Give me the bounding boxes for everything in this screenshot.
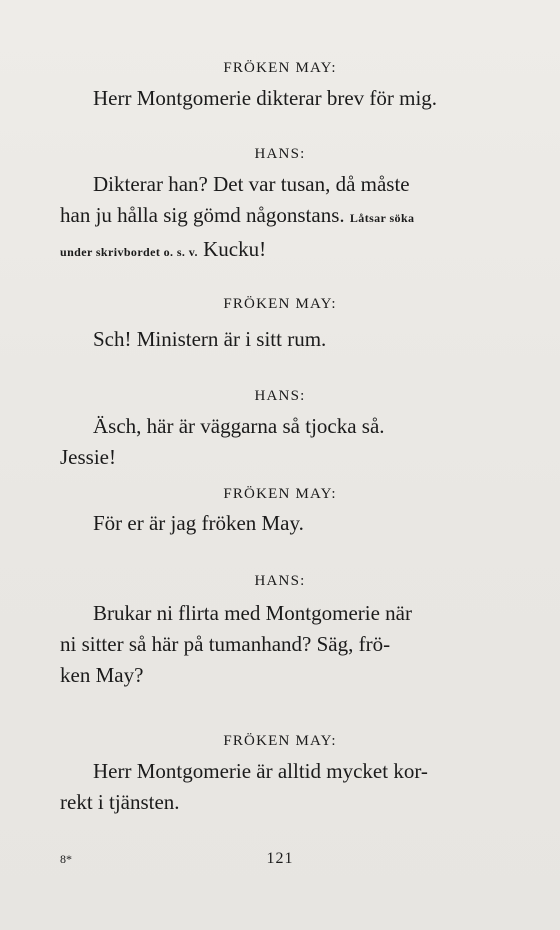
dialogue-line: [60, 169, 498, 268]
stage-direction: Låtsar söka: [349, 211, 415, 225]
speaker-name: FRÖKEN MAY:: [223, 733, 337, 749]
signature-mark: 8*: [60, 852, 72, 866]
stage-direction: under skrivbordet o. s. v.: [60, 245, 198, 259]
line-text: Herr Montgomerie är alltid mycket kor-: [93, 759, 428, 783]
line-text: Brukar ni flirta med Montgomerie när: [93, 601, 412, 625]
speaker-name: HANS:: [254, 573, 306, 589]
dialogue-line: [60, 756, 498, 818]
dialogue-line: [60, 324, 498, 355]
line-text: [60, 200, 498, 234]
speaker-name: FRÖKEN MAY:: [223, 296, 337, 312]
speaker-name: FRÖKEN MAY:: [223, 486, 337, 502]
speaker-name: HANS:: [254, 388, 306, 404]
dialogue-line: [60, 508, 498, 539]
dialogue-line: [60, 598, 498, 691]
speaker-name: HANS:: [254, 146, 306, 162]
line-text: För er är jag fröken May.: [93, 511, 304, 535]
line-text: rekt i tjänsten.: [60, 790, 180, 814]
line-text: Äsch, här är väggarna så tjocka så.: [93, 414, 385, 438]
dialogue-line: [60, 411, 498, 473]
line-text: Dikterar han? Det var tusan, då måste: [93, 172, 410, 196]
line-text: [60, 234, 498, 268]
page-number: 121: [266, 850, 294, 867]
line-text: ken May?: [60, 663, 144, 687]
dialogue-line: [60, 83, 498, 114]
line-text: ni sitter så här på tumanhand? Säg, frö-: [60, 632, 391, 656]
line-text: Herr Montgomerie dikterar brev för mig.: [93, 86, 438, 110]
line-text: Jessie!: [60, 445, 116, 469]
line-text-segment: Kucku!: [203, 237, 267, 261]
line-text-segment: han ju hålla sig gömd någonstans.: [60, 203, 345, 227]
speaker-name: FRÖKEN MAY:: [223, 60, 337, 76]
line-text: Sch! Ministern är i sitt rum.: [93, 327, 327, 351]
